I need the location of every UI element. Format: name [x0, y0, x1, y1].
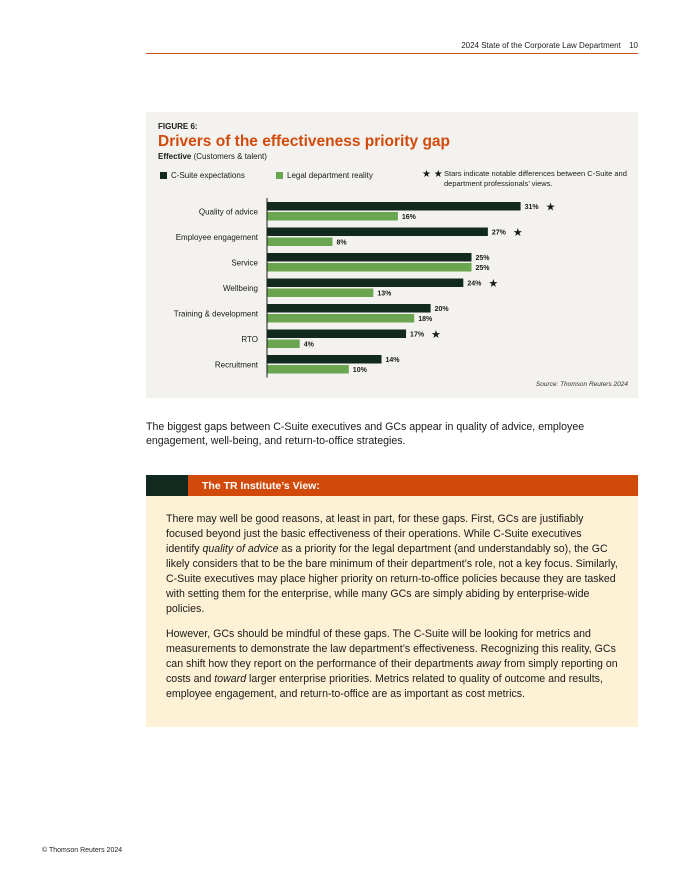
bar-legal [267, 212, 398, 221]
legend-series2 [276, 171, 373, 180]
figure-source: Source: Thomson Reuters 2024 [535, 381, 628, 388]
bar-legal [267, 340, 300, 349]
legend-series1 [160, 171, 245, 180]
star-icon: ★ [512, 226, 523, 239]
data-label: 16% [401, 214, 416, 221]
callout-box [146, 496, 638, 727]
category-label: Wellbeing [223, 284, 258, 293]
category-label: Training & development [173, 309, 258, 319]
subtitle-bold: Effective [158, 152, 192, 161]
data-label: 20% [434, 306, 449, 313]
bar-csuite [267, 355, 382, 364]
bar-legal [267, 314, 414, 323]
page-header [146, 40, 638, 54]
figure-subtitle [158, 152, 267, 161]
bar-csuite [267, 330, 406, 339]
callout-paragraph-1 [166, 512, 618, 617]
category-label: Quality of advice [198, 207, 258, 217]
data-label: 17% [410, 331, 425, 339]
bar-legal [267, 289, 373, 298]
callout-title: The TR Institute’s View: [202, 480, 320, 492]
data-label: 13% [377, 290, 392, 298]
bar-csuite [267, 253, 472, 262]
subtitle-rest: (Customers & talent) [191, 152, 267, 161]
body-paragraph: The biggest gaps between C-Suite executives and GCs appear in quality of advice, employee engagement, well-being, and return-to-office strategies. [146, 421, 585, 447]
category-label: Recruitment [214, 360, 258, 370]
data-label: 14% [385, 357, 400, 364]
figure-label: FIGURE 6: [158, 122, 198, 131]
legend-series1-label: C-Suite expectations [171, 171, 245, 180]
callout-p2-emphasis-away: away [476, 658, 502, 670]
bar-legal [267, 263, 472, 272]
star-icon: ★ [431, 328, 441, 341]
bar-legal [267, 238, 332, 247]
footer-copyright: © Thomson Reuters 2024 [42, 847, 123, 854]
data-label: 10% [352, 367, 367, 374]
figure-title: Drivers of the effectiveness priority gap [158, 133, 451, 150]
callout-p1-text-b: as a priority for the legal department (and understandably so), the GC likely considers that to be the bare minimum of their department’s role, not a key focus. Similarly, C-Suite executives may place higher priority on return-to-office policies because they are tasked with setting them for the enterprise, while many GCs are simply abiding by enterprise-wide policies. [166, 543, 618, 615]
legend-star-icon: ★ ★ [422, 169, 443, 180]
category-label: Employee engagement [175, 233, 258, 242]
data-label: 25% [475, 255, 490, 262]
star-icon: ★ [488, 277, 499, 290]
star-icon: ★ [545, 200, 556, 214]
data-label: 8% [336, 239, 347, 247]
header-title: 2024 State of the Corporate Law Department [461, 41, 621, 50]
callout-paragraph-2 [166, 627, 618, 702]
bar-csuite [267, 228, 488, 237]
data-label: 18% [418, 316, 433, 323]
header-text [461, 41, 638, 50]
callout-p1-emphasis: quality of advice [202, 543, 279, 555]
figure-panel [146, 112, 638, 398]
callout-p2-text-a: However, GCs should be mindful of these gaps. The C-Suite will be looking for metrics and measurements to demonstrate the law department’s effectiveness. Recognizing this reality, GCs can shift how they report on the performance of their departments [166, 628, 616, 670]
data-label: 4% [303, 341, 314, 349]
bar-csuite [267, 279, 463, 288]
callout-p1-text-a: There may well be good reasons, at least in part, for these gaps. First, GCs are justifiably focused beyond just the basic effectiveness of their operations. While C-Suite executives identify [166, 513, 584, 555]
callout-accent-block [146, 475, 188, 496]
legend-swatch-green [276, 172, 283, 179]
bar-legal [267, 365, 349, 374]
callout-p2-text-b: from simply reporting on costs and [166, 658, 618, 685]
legend-series2-label: Legal department reality [287, 171, 373, 180]
legend-swatch-dark [160, 172, 167, 179]
bar-csuite [267, 304, 431, 313]
page-number: 10 [629, 41, 638, 50]
data-label: 27% [491, 229, 506, 237]
data-label: 31% [524, 204, 539, 211]
callout-p2-emphasis-toward: toward [214, 673, 247, 685]
callout-p2-text-c: larger enterprise priorities. Metrics related to quality of outcome and results, employee engagement, and return-to-office are as important as cost metrics. [166, 673, 603, 700]
bar-chart [146, 198, 638, 378]
bar-csuite [267, 202, 521, 211]
callout-header [146, 475, 638, 496]
category-label: Service [231, 258, 258, 268]
data-label: 25% [475, 265, 490, 272]
category-label: RTO [241, 335, 258, 344]
legend-star-note: Stars indicate notable differences between C-Suite and department professionals’ views. [444, 169, 627, 188]
data-label: 24% [467, 280, 482, 288]
